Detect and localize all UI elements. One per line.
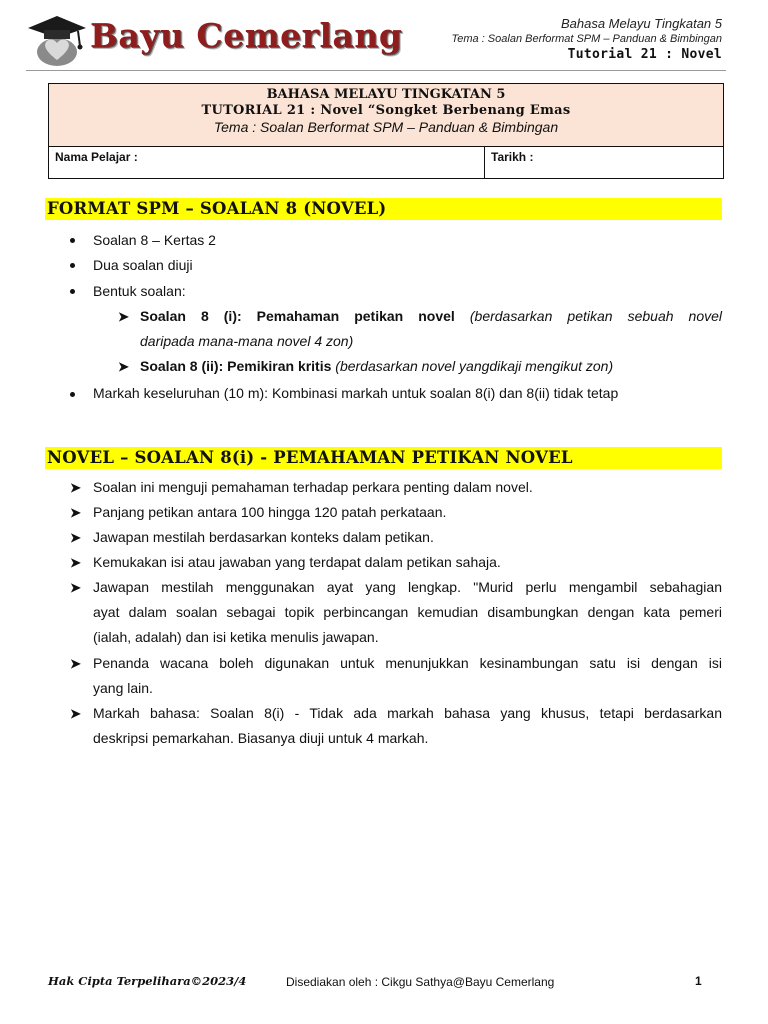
logo (26, 12, 403, 68)
section-heading-format-text: FORMAT SPM – SOALAN 8 (NOVEL) (47, 199, 387, 218)
title-subject: BAHASA MELAYU TINGKATAN 5 (266, 87, 506, 102)
header-divider (26, 70, 726, 71)
page-number: 1 (695, 974, 702, 988)
bullet-icon (70, 392, 75, 397)
footer-prepared-by: Disediakan oleh : Cikgu Sathya@Bayu Cemerlang (286, 975, 555, 989)
list-item: Bentuk soalan: (93, 283, 186, 299)
arrow-bullet-icon: ➤ (70, 580, 81, 595)
section-heading-soalan8i (45, 447, 722, 469)
list-item-cont: deskripsi pemarkahan. Biasanya diuji untuk 4 markah. (93, 730, 429, 746)
tarikh-label: Tarikh : (491, 150, 534, 164)
sub-item-8i-note: (berdasarkan petikan sebuah novel (469, 308, 723, 324)
arrow-bullet-icon: ➤ (70, 706, 81, 721)
title-tutorial: TUTORIAL 21 : Novel “Songket Berbenang Emas (201, 103, 571, 118)
sub-item-8ii-title: Soalan 8 (ii): Pemikiran kritis (140, 358, 332, 374)
sub-item-8i-title: Soalan 8 (i): Pemahaman petikan novel (140, 308, 455, 324)
arrow-bullet-icon: ➤ (118, 359, 129, 374)
title-box-header (49, 84, 723, 147)
list-item: Penanda wacana boleh digunakan untuk menunjukkan kesinambungan satu isi dengan isi (93, 655, 722, 671)
list-item: Markah bahasa: Soalan 8(i) - Tidak ada markah bahasa yang khusus, tetapi berdasarkan (93, 705, 722, 721)
nama-pelajar-label: Nama Pelajar : (55, 150, 138, 164)
header-subject: Bahasa Melayu Tingkatan 5 (560, 16, 722, 31)
arrow-bullet-icon: ➤ (70, 505, 81, 520)
list-item: Soalan 8 – Kertas 2 (93, 232, 216, 248)
header-info (452, 16, 722, 62)
cell-divider (484, 146, 485, 178)
footer-copyright: Hak Cipta Terpelihara©2023/4 (48, 974, 247, 988)
student-info-row (49, 146, 723, 178)
title-box (48, 83, 724, 179)
list-item-markah: Markah keseluruhan (10 m): Kombinasi markah untuk soalan 8(i) dan 8(ii) tidak tetap (93, 385, 619, 401)
section-heading-format (45, 198, 722, 220)
list-item-cont: yang lain. (93, 680, 153, 696)
graduation-cap-heart-icon (26, 12, 88, 68)
list-item: Panjang petikan antara 100 hingga 120 patah perkataan. (93, 504, 447, 520)
section-heading-soalan8i-text: NOVEL – SOALAN 8(i) - PEMAHAMAN PETIKAN NOVEL (47, 448, 573, 467)
bullet-icon (70, 238, 75, 243)
sub-item-8i (140, 304, 722, 329)
arrow-bullet-icon: ➤ (70, 530, 81, 545)
sub-item-8ii-note: (berdasarkan novel yangdikaji mengikut zon) (335, 358, 614, 374)
arrow-bullet-icon: ➤ (70, 555, 81, 570)
arrow-bullet-icon: ➤ (118, 309, 129, 324)
list-item: Jawapan mestilah berdasarkan konteks dalam petikan. (93, 529, 434, 545)
bullet-icon (70, 289, 75, 294)
header-theme: Tema : Soalan Berformat SPM – Panduan & Bimbingan (451, 33, 722, 45)
list-item-cont: ayat dalam soalan sebagai topik perbincangan kemudian disambungkan dengan kata pemeri (93, 604, 722, 620)
list-item: Dua soalan diuji (93, 257, 193, 273)
title-theme: Tema : Soalan Berformat SPM – Panduan & Bimbingan (213, 119, 559, 135)
list-item-cont: (ialah, adalah) dan isi ketika menulis jawapan. (93, 629, 379, 645)
header-tutorial: Tutorial 21 : Novel (567, 47, 722, 62)
arrow-bullet-icon: ➤ (70, 480, 81, 495)
sub-item-8ii (140, 354, 613, 379)
arrow-bullet-icon: ➤ (70, 656, 81, 671)
sub-item-8i-note-cont: daripada mana-mana novel 4 zon) (140, 333, 354, 349)
list-item: Soalan ini menguji pemahaman terhadap perkara penting dalam novel. (93, 479, 533, 495)
list-item: Jawapan mestilah menggunakan ayat yang lengkap. "Murid perlu mengambil sebahagian (93, 579, 722, 595)
list-item: Kemukakan isi atau jawaban yang terdapat dalam petikan sahaja. (93, 554, 501, 570)
logo-text: Bayu Cemerlang (90, 16, 403, 55)
bullet-icon (70, 263, 75, 268)
